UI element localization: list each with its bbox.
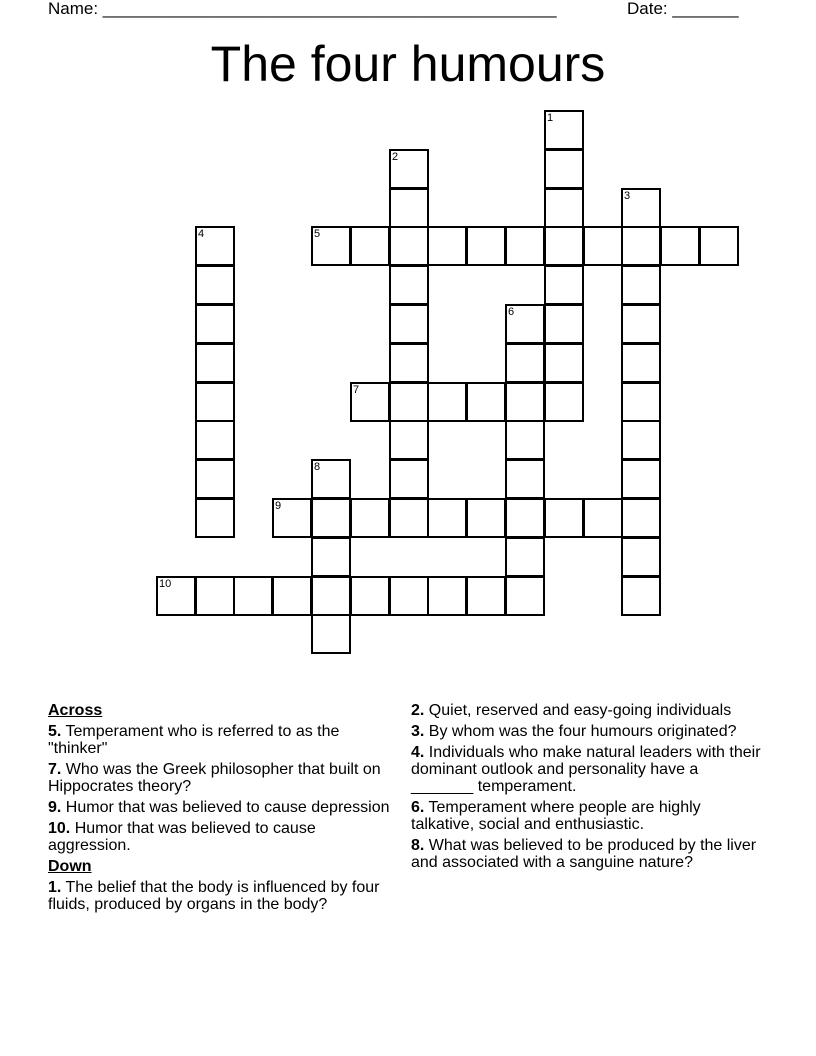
clue-text: Humor that was believed to cause aggression. [48,820,316,854]
crossword-cell[interactable] [195,265,235,305]
crossword-cell[interactable] [195,420,235,460]
crossword-cell[interactable] [311,537,351,577]
clue-down-2 [411,702,761,719]
crossword-cell[interactable] [660,226,700,266]
crossword-cell[interactable] [272,576,312,616]
crossword-cell[interactable] [466,226,506,266]
crossword-cell[interactable] [195,459,235,499]
clue-text: Humor that was believed to cause depression [61,799,390,816]
crossword-cell[interactable] [544,226,584,266]
crossword-cell[interactable] [311,226,351,266]
crossword-cell[interactable] [621,304,661,344]
clue-text: Temperament where people are highly talkative, social and enthusiastic. [411,799,701,833]
cell-number: 9 [275,500,282,512]
clue-text: By whom was the four humours originated? [424,723,737,740]
clue-number: 6. [411,799,425,816]
crossword-cell[interactable] [233,576,273,616]
crossword-cell[interactable] [389,226,429,266]
crossword-cell[interactable] [544,304,584,344]
crossword-cell[interactable] [621,265,661,305]
crossword-cell[interactable] [311,498,351,538]
crossword-cell[interactable] [427,498,467,538]
cell-number: 7 [353,384,360,396]
crossword-cell[interactable] [621,537,661,577]
crossword-cell[interactable] [427,382,467,422]
clue-text: What was believed to be produced by the liver and associated with a sanguine nature? [411,837,757,871]
clue-text: Individuals who make natural leaders with their dominant outlook and personality have a _______ temperament. [411,744,761,795]
crossword-cell[interactable] [389,420,429,460]
clue-number: 4. [411,744,425,761]
crossword-cell[interactable] [621,188,661,228]
clue-down-4 [411,744,761,795]
crossword-cell[interactable] [350,382,390,422]
across-heading: Across [48,702,103,719]
cell-number: 5 [314,228,321,240]
crossword-cell[interactable] [389,343,429,383]
clue-text: Who was the Greek philosopher that built on Hippocrates theory? [48,761,381,795]
crossword-cell[interactable] [621,382,661,422]
crossword-cell[interactable] [389,149,429,189]
clue-down-3 [411,723,761,740]
clue-text: Temperament who is referred to as the "thinker" [48,723,340,757]
crossword-cell[interactable] [466,498,506,538]
crossword-cell[interactable] [544,382,584,422]
crossword-cell[interactable] [505,304,545,344]
crossword-cell[interactable] [621,498,661,538]
clues-column-left [48,702,398,917]
crossword-cell[interactable] [544,265,584,305]
down-heading: Down [48,858,92,875]
crossword-cell[interactable] [350,498,390,538]
crossword-cell[interactable] [311,576,351,616]
crossword-cell[interactable] [505,343,545,383]
name-field-label[interactable]: Name: ________________________________________________ [48,0,557,18]
clue-down-6 [411,799,761,833]
clue-number: 1. [48,879,62,896]
clues-column-right [411,702,761,875]
date-field-label[interactable]: Date: _______ [627,0,739,18]
clue-across-7 [48,761,398,795]
crossword-cell[interactable] [195,343,235,383]
clue-across-10 [48,820,398,854]
crossword-cell[interactable] [311,614,351,654]
crossword-cell[interactable] [195,498,235,538]
crossword-cell[interactable] [389,265,429,305]
clue-text: Quiet, reserved and easy-going individuals [424,702,732,719]
crossword-cell[interactable] [621,420,661,460]
crossword-cell[interactable] [583,498,623,538]
crossword-cell[interactable] [195,304,235,344]
crossword-cell[interactable] [544,188,584,228]
clue-across-5 [48,723,398,757]
crossword-cell[interactable] [505,459,545,499]
crossword-cell[interactable] [466,576,506,616]
crossword-cell[interactable] [505,537,545,577]
crossword-cell[interactable] [544,149,584,189]
crossword-cell[interactable] [621,459,661,499]
crossword-cell[interactable] [311,459,351,499]
clue-number: 7. [48,761,62,778]
cell-number: 8 [314,461,321,473]
crossword-cell[interactable] [427,576,467,616]
clue-down-1 [48,879,398,913]
crossword-cell[interactable] [621,226,661,266]
crossword-cell[interactable] [272,498,312,538]
crossword-cell[interactable] [389,382,429,422]
page-title: The four humours [210,36,606,92]
crossword-cell[interactable] [389,498,429,538]
cell-number: 4 [198,228,205,240]
crossword-cell[interactable] [621,576,661,616]
crossword-cell[interactable] [505,420,545,460]
crossword-cell[interactable] [156,576,196,616]
clue-number: 8. [411,837,425,854]
crossword-cell[interactable] [389,304,429,344]
crossword-cell[interactable] [505,382,545,422]
clue-text: The belief that the body is influenced by four fluids, produced by organs in the body? [48,879,380,913]
crossword-cell[interactable] [195,226,235,266]
clue-number: 2. [411,702,425,719]
clue-number: 10. [48,820,71,837]
crossword-cell[interactable] [544,498,584,538]
crossword-cell[interactable] [350,226,390,266]
crossword-cell[interactable] [699,226,739,266]
crossword-cell[interactable] [427,226,467,266]
crossword-cell[interactable] [583,226,623,266]
crossword-cell[interactable] [544,110,584,150]
crossword-cell[interactable] [505,576,545,616]
clue-number: 3. [411,723,425,740]
clue-across-9 [48,799,398,816]
crossword-cell[interactable] [466,382,506,422]
header-line [48,0,748,20]
cell-number: 10 [159,578,172,590]
cell-number: 3 [624,190,631,202]
crossword-cell[interactable] [195,382,235,422]
crossword-cell[interactable] [195,576,235,616]
crossword-cell[interactable] [389,576,429,616]
crossword-cell[interactable] [505,498,545,538]
crossword-cell[interactable] [505,226,545,266]
crossword-cell[interactable] [389,459,429,499]
crossword-cell[interactable] [621,343,661,383]
crossword-cell[interactable] [350,576,390,616]
clue-down-8 [411,837,761,871]
clue-number: 5. [48,723,62,740]
cell-number: 2 [392,151,399,163]
cell-number: 6 [508,306,515,318]
clue-number: 9. [48,799,62,816]
crossword-cell[interactable] [389,188,429,228]
cell-number: 1 [547,112,554,124]
crossword-cell[interactable] [544,343,584,383]
